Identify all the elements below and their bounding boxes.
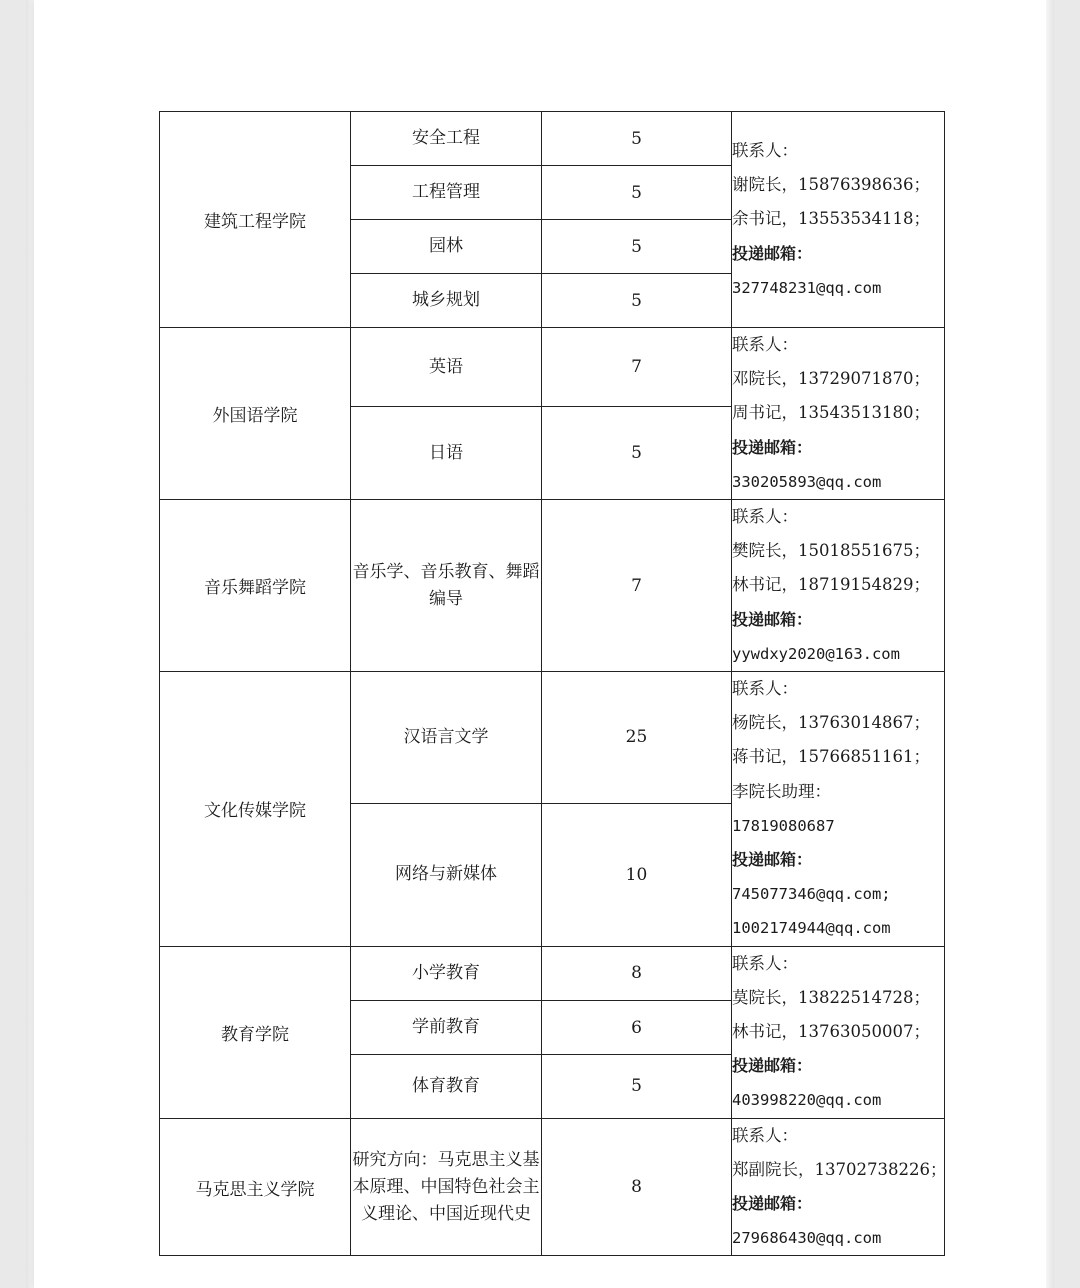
headcount: 6	[542, 1000, 732, 1054]
major-name: 工程管理	[351, 166, 542, 220]
contact-person: 谢院长，15876398636；	[732, 175, 930, 195]
email-label: 投递邮箱：	[732, 850, 813, 870]
contact-person: 杨院长，13763014867；	[732, 713, 930, 733]
major-name: 汉语言文学	[351, 672, 542, 804]
college-name: 建筑工程学院	[160, 112, 351, 328]
headcount: 5	[542, 220, 732, 274]
email-address: 279686430@qq.com	[732, 1229, 882, 1248]
headcount: 5	[542, 166, 732, 220]
contact-person: 李院长助理：	[732, 781, 831, 801]
major-name: 音乐学、音乐教育、舞蹈编导	[351, 500, 542, 672]
page-edge-right	[1046, 0, 1054, 1288]
page-edge-left	[26, 0, 34, 1288]
email-label: 投递邮箱：	[732, 1056, 813, 1076]
recruitment-table	[159, 111, 945, 1256]
contact-person: 樊院长，15018551675；	[732, 541, 930, 561]
contact-person: 周书记，13543513180；	[732, 403, 930, 423]
contact-cell	[732, 946, 945, 1118]
headcount: 7	[542, 500, 732, 672]
contact-person: 17819080687	[732, 816, 835, 835]
table-row	[160, 112, 945, 166]
email-address: 330205893@qq.com	[732, 472, 882, 491]
email-address: 745077346@qq.com;	[732, 885, 891, 904]
contact-person: 莫院长，13822514728；	[732, 987, 930, 1007]
major-name: 日语	[351, 407, 542, 500]
contact-person: 邓院长，13729071870；	[732, 369, 930, 389]
table-row	[160, 672, 945, 804]
headcount: 8	[542, 946, 732, 1000]
contact-cell	[732, 1118, 945, 1256]
table-row	[160, 946, 945, 1000]
contact-label: 联系人：	[732, 679, 798, 699]
headcount: 8	[542, 1118, 732, 1256]
contact-label: 联系人：	[732, 140, 798, 160]
college-name: 马克思主义学院	[160, 1118, 351, 1256]
contact-cell	[732, 112, 945, 328]
contact-person: 蒋书记，15766851161；	[732, 747, 930, 767]
major-name: 城乡规划	[351, 274, 542, 328]
headcount: 25	[542, 672, 732, 804]
contact-label: 联系人：	[732, 1125, 798, 1145]
email-address: 1002174944@qq.com	[732, 919, 891, 938]
contact-label: 联系人：	[732, 953, 798, 973]
contact-person: 林书记，18719154829；	[732, 575, 930, 595]
major-name: 网络与新媒体	[351, 803, 542, 946]
contact-label: 联系人：	[732, 335, 798, 354]
contact-person: 林书记，13763050007；	[732, 1022, 930, 1042]
table-row	[160, 1118, 945, 1256]
contact-cell	[732, 500, 945, 672]
email-label: 投递邮箱：	[732, 437, 813, 457]
headcount: 10	[542, 803, 732, 946]
email-label: 投递邮箱：	[732, 609, 813, 629]
contact-person: 郑副院长，13702738226；	[732, 1159, 947, 1179]
email-label: 投递邮箱：	[732, 243, 813, 263]
email-address: 403998220@qq.com	[732, 1091, 882, 1110]
headcount: 5	[542, 274, 732, 328]
headcount: 7	[542, 328, 732, 407]
email-address: 327748231@qq.com	[732, 278, 882, 297]
contact-label: 联系人：	[732, 507, 798, 527]
major-name: 研究方向：马克思主义基本原理、中国特色社会主义理论、中国近现代史	[351, 1118, 542, 1256]
contact-cell	[732, 672, 945, 947]
major-name: 学前教育	[351, 1000, 542, 1054]
email-address: yywdxy2020@163.com	[732, 644, 900, 663]
table-row	[160, 500, 945, 672]
college-name: 教育学院	[160, 946, 351, 1118]
contact-cell	[732, 328, 945, 500]
headcount: 5	[542, 112, 732, 166]
college-name: 文化传媒学院	[160, 672, 351, 947]
major-name: 安全工程	[351, 112, 542, 166]
contact-person: 余书记，13553534118；	[732, 209, 930, 229]
email-label: 投递邮箱：	[732, 1194, 813, 1214]
headcount: 5	[542, 407, 732, 500]
table-row	[160, 328, 945, 407]
major-name: 小学教育	[351, 946, 542, 1000]
major-name: 体育教育	[351, 1055, 542, 1118]
major-name: 英语	[351, 328, 542, 407]
major-name: 园林	[351, 220, 542, 274]
college-name: 音乐舞蹈学院	[160, 500, 351, 672]
headcount: 5	[542, 1055, 732, 1118]
college-name: 外国语学院	[160, 328, 351, 500]
